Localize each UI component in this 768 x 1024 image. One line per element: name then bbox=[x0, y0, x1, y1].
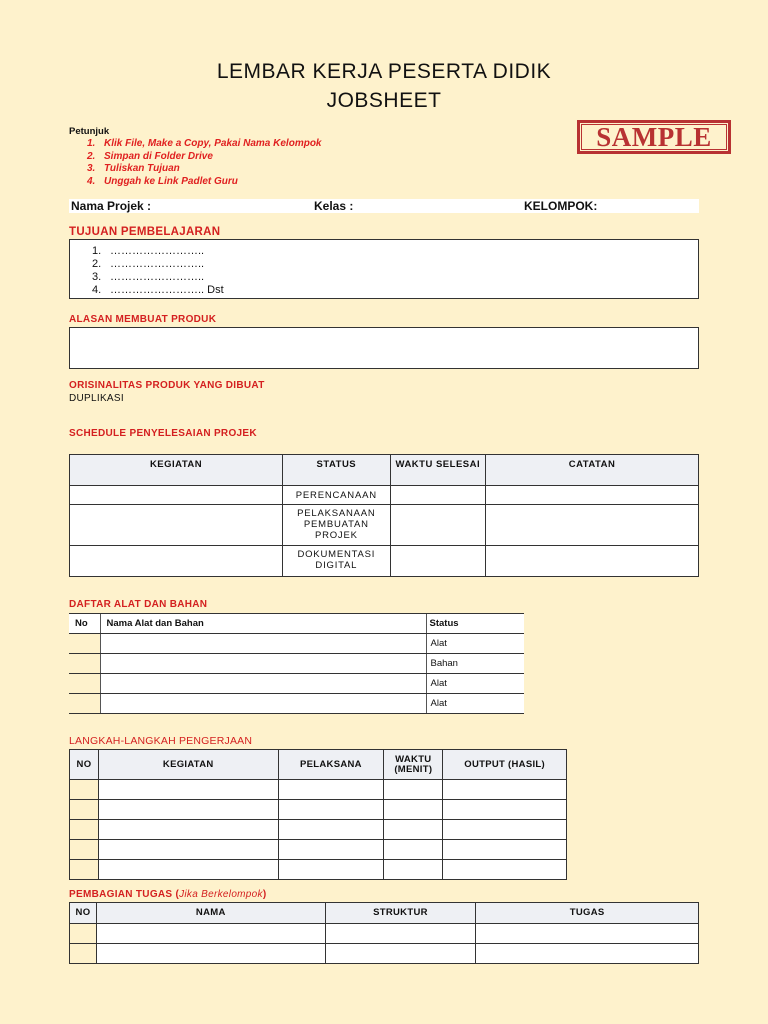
alat-cell-status: Alat bbox=[426, 634, 524, 654]
pembagian-note: Jika Berkelompok bbox=[179, 889, 263, 900]
langkah-cell[interactable] bbox=[443, 820, 567, 840]
langkah-cell[interactable] bbox=[278, 860, 384, 880]
pembagian-header-no: NO bbox=[70, 903, 97, 924]
alat-table bbox=[69, 613, 524, 714]
alat-cell-status: Bahan bbox=[426, 654, 524, 674]
langkah-cell[interactable] bbox=[384, 860, 443, 880]
schedule-cell-status: PELAKSANAAN PEMBUATAN PROJEK bbox=[283, 505, 391, 546]
petunjuk-list bbox=[87, 138, 322, 188]
pembagian-cell[interactable] bbox=[325, 944, 476, 964]
langkah-cell[interactable] bbox=[443, 860, 567, 880]
tujuan-item: 2. …………………….. bbox=[92, 258, 205, 270]
langkah-table bbox=[69, 749, 567, 880]
page-subtitle: JOBSHEET bbox=[326, 89, 442, 112]
langkah-cell[interactable] bbox=[384, 840, 443, 860]
pembagian-cell[interactable] bbox=[476, 924, 699, 944]
kelas-label: Kelas : bbox=[314, 199, 354, 213]
langkah-header-pelaksana: PELAKSANA bbox=[278, 750, 384, 780]
alat-cell-status: Alat bbox=[426, 674, 524, 694]
alat-cell-nama[interactable] bbox=[100, 654, 426, 674]
langkah-cell[interactable] bbox=[443, 800, 567, 820]
langkah-cell[interactable] bbox=[70, 860, 99, 880]
alat-cell-nama[interactable] bbox=[100, 634, 426, 654]
schedule-cell-kegiatan[interactable] bbox=[70, 546, 283, 577]
langkah-cell[interactable] bbox=[278, 780, 384, 800]
schedule-table bbox=[69, 454, 699, 577]
alat-cell-no[interactable] bbox=[69, 634, 100, 654]
alat-cell-no[interactable] bbox=[69, 674, 100, 694]
langkah-cell[interactable] bbox=[98, 780, 278, 800]
pembagian-cell[interactable] bbox=[325, 924, 476, 944]
nama-projek-label: Nama Projek : bbox=[71, 199, 152, 213]
schedule-header-catatan: CATATAN bbox=[486, 455, 699, 486]
langkah-cell[interactable] bbox=[98, 840, 278, 860]
project-info-bar bbox=[69, 199, 699, 213]
schedule-header-status: STATUS bbox=[283, 455, 391, 486]
alat-cell-nama[interactable] bbox=[100, 674, 426, 694]
langkah-cell[interactable] bbox=[70, 840, 99, 860]
langkah-header-kegiatan: KEGIATAN bbox=[98, 750, 278, 780]
alat-cell-no[interactable] bbox=[69, 694, 100, 714]
tujuan-item: 3. …………………….. bbox=[92, 271, 205, 283]
schedule-cell-status: PERENCANAAN bbox=[283, 486, 391, 505]
schedule-cell-waktu[interactable] bbox=[390, 486, 485, 505]
page-title: LEMBAR KERJA PESERTA DIDIK bbox=[216, 60, 552, 83]
schedule-title: SCHEDULE PENYELESAIAN PROJEK bbox=[69, 428, 257, 439]
orisinalitas-value: DUPLIKASI bbox=[69, 393, 124, 404]
langkah-cell[interactable] bbox=[278, 820, 384, 840]
alat-title: DAFTAR ALAT DAN BAHAN bbox=[69, 599, 208, 610]
pembagian-header-tugas: TUGAS bbox=[476, 903, 699, 924]
petunjuk-item: 1. Klik File, Make a Copy, Pakai Nama Kelompok bbox=[87, 138, 322, 149]
alat-cell-status: Alat bbox=[426, 694, 524, 714]
pembagian-cell[interactable] bbox=[476, 944, 699, 964]
alat-header-status: Status bbox=[426, 614, 524, 634]
langkah-cell[interactable] bbox=[98, 860, 278, 880]
langkah-cell[interactable] bbox=[384, 780, 443, 800]
langkah-cell[interactable] bbox=[98, 800, 278, 820]
langkah-cell[interactable] bbox=[70, 820, 99, 840]
tujuan-title: TUJUAN PEMBELAJARAN bbox=[69, 226, 221, 238]
langkah-cell[interactable] bbox=[384, 800, 443, 820]
langkah-header-output: OUTPUT (HASIL) bbox=[443, 750, 567, 780]
alasan-title: ALASAN MEMBUAT PRODUK bbox=[69, 314, 217, 325]
petunjuk-item: 2. Simpan di Folder Drive bbox=[87, 150, 213, 162]
tujuan-box[interactable] bbox=[69, 239, 699, 299]
alat-cell-no[interactable] bbox=[69, 654, 100, 674]
pembagian-title: PEMBAGIAN TUGAS (Jika Berkelompok) bbox=[69, 889, 267, 900]
pembagian-cell[interactable] bbox=[70, 944, 97, 964]
langkah-title: LANGKAH-LANGKAH PENGERJAAN bbox=[69, 735, 253, 747]
schedule-header-kegiatan: KEGIATAN bbox=[70, 455, 283, 486]
langkah-cell[interactable] bbox=[384, 820, 443, 840]
pembagian-cell[interactable] bbox=[96, 944, 325, 964]
langkah-cell[interactable] bbox=[278, 800, 384, 820]
schedule-header-waktu: WAKTU SELESAI bbox=[390, 455, 485, 486]
langkah-header-no: NO bbox=[70, 750, 99, 780]
tujuan-item: 1. …………………….. bbox=[92, 245, 205, 257]
sample-stamp bbox=[577, 120, 731, 154]
pembagian-header-struktur: STRUKTUR bbox=[325, 903, 476, 924]
schedule-cell-kegiatan[interactable] bbox=[70, 486, 283, 505]
schedule-cell-kegiatan[interactable] bbox=[70, 505, 283, 546]
schedule-cell-waktu[interactable] bbox=[390, 546, 485, 577]
schedule-cell-catatan[interactable] bbox=[486, 505, 699, 546]
pembagian-table bbox=[69, 902, 699, 964]
langkah-cell[interactable] bbox=[70, 800, 99, 820]
pembagian-cell[interactable] bbox=[70, 924, 97, 944]
schedule-cell-waktu[interactable] bbox=[390, 505, 485, 546]
langkah-cell[interactable] bbox=[98, 820, 278, 840]
langkah-cell[interactable] bbox=[70, 780, 99, 800]
langkah-cell[interactable] bbox=[278, 840, 384, 860]
langkah-header-waktu: WAKTU (MENIT) bbox=[384, 750, 443, 780]
langkah-cell[interactable] bbox=[443, 840, 567, 860]
sample-stamp-text: SAMPLE bbox=[581, 124, 727, 150]
petunjuk-label: Petunjuk bbox=[69, 126, 110, 137]
alat-cell-nama[interactable] bbox=[100, 694, 426, 714]
tujuan-list bbox=[92, 245, 224, 297]
tujuan-item: 4. …………………….. Dst bbox=[92, 284, 224, 296]
alasan-box[interactable] bbox=[69, 327, 699, 369]
kelompok-label: KELOMPOK: bbox=[524, 199, 598, 213]
schedule-cell-catatan[interactable] bbox=[486, 546, 699, 577]
pembagian-header-nama: NAMA bbox=[96, 903, 325, 924]
petunjuk-item: 4. Unggah ke Link Padlet Guru bbox=[87, 175, 238, 187]
pembagian-cell[interactable] bbox=[96, 924, 325, 944]
schedule-cell-status: DOKUMENTASI DIGITAL bbox=[283, 546, 391, 577]
alat-header-nama: Nama Alat dan Bahan bbox=[100, 614, 426, 634]
schedule-cell-catatan[interactable] bbox=[486, 486, 699, 505]
alat-header-no: No bbox=[69, 614, 100, 634]
orisinalitas-title: ORISINALITAS PRODUK YANG DIBUAT bbox=[69, 380, 265, 391]
langkah-cell[interactable] bbox=[443, 780, 567, 800]
petunjuk-item: 3. Tuliskan Tujuan bbox=[87, 163, 180, 174]
